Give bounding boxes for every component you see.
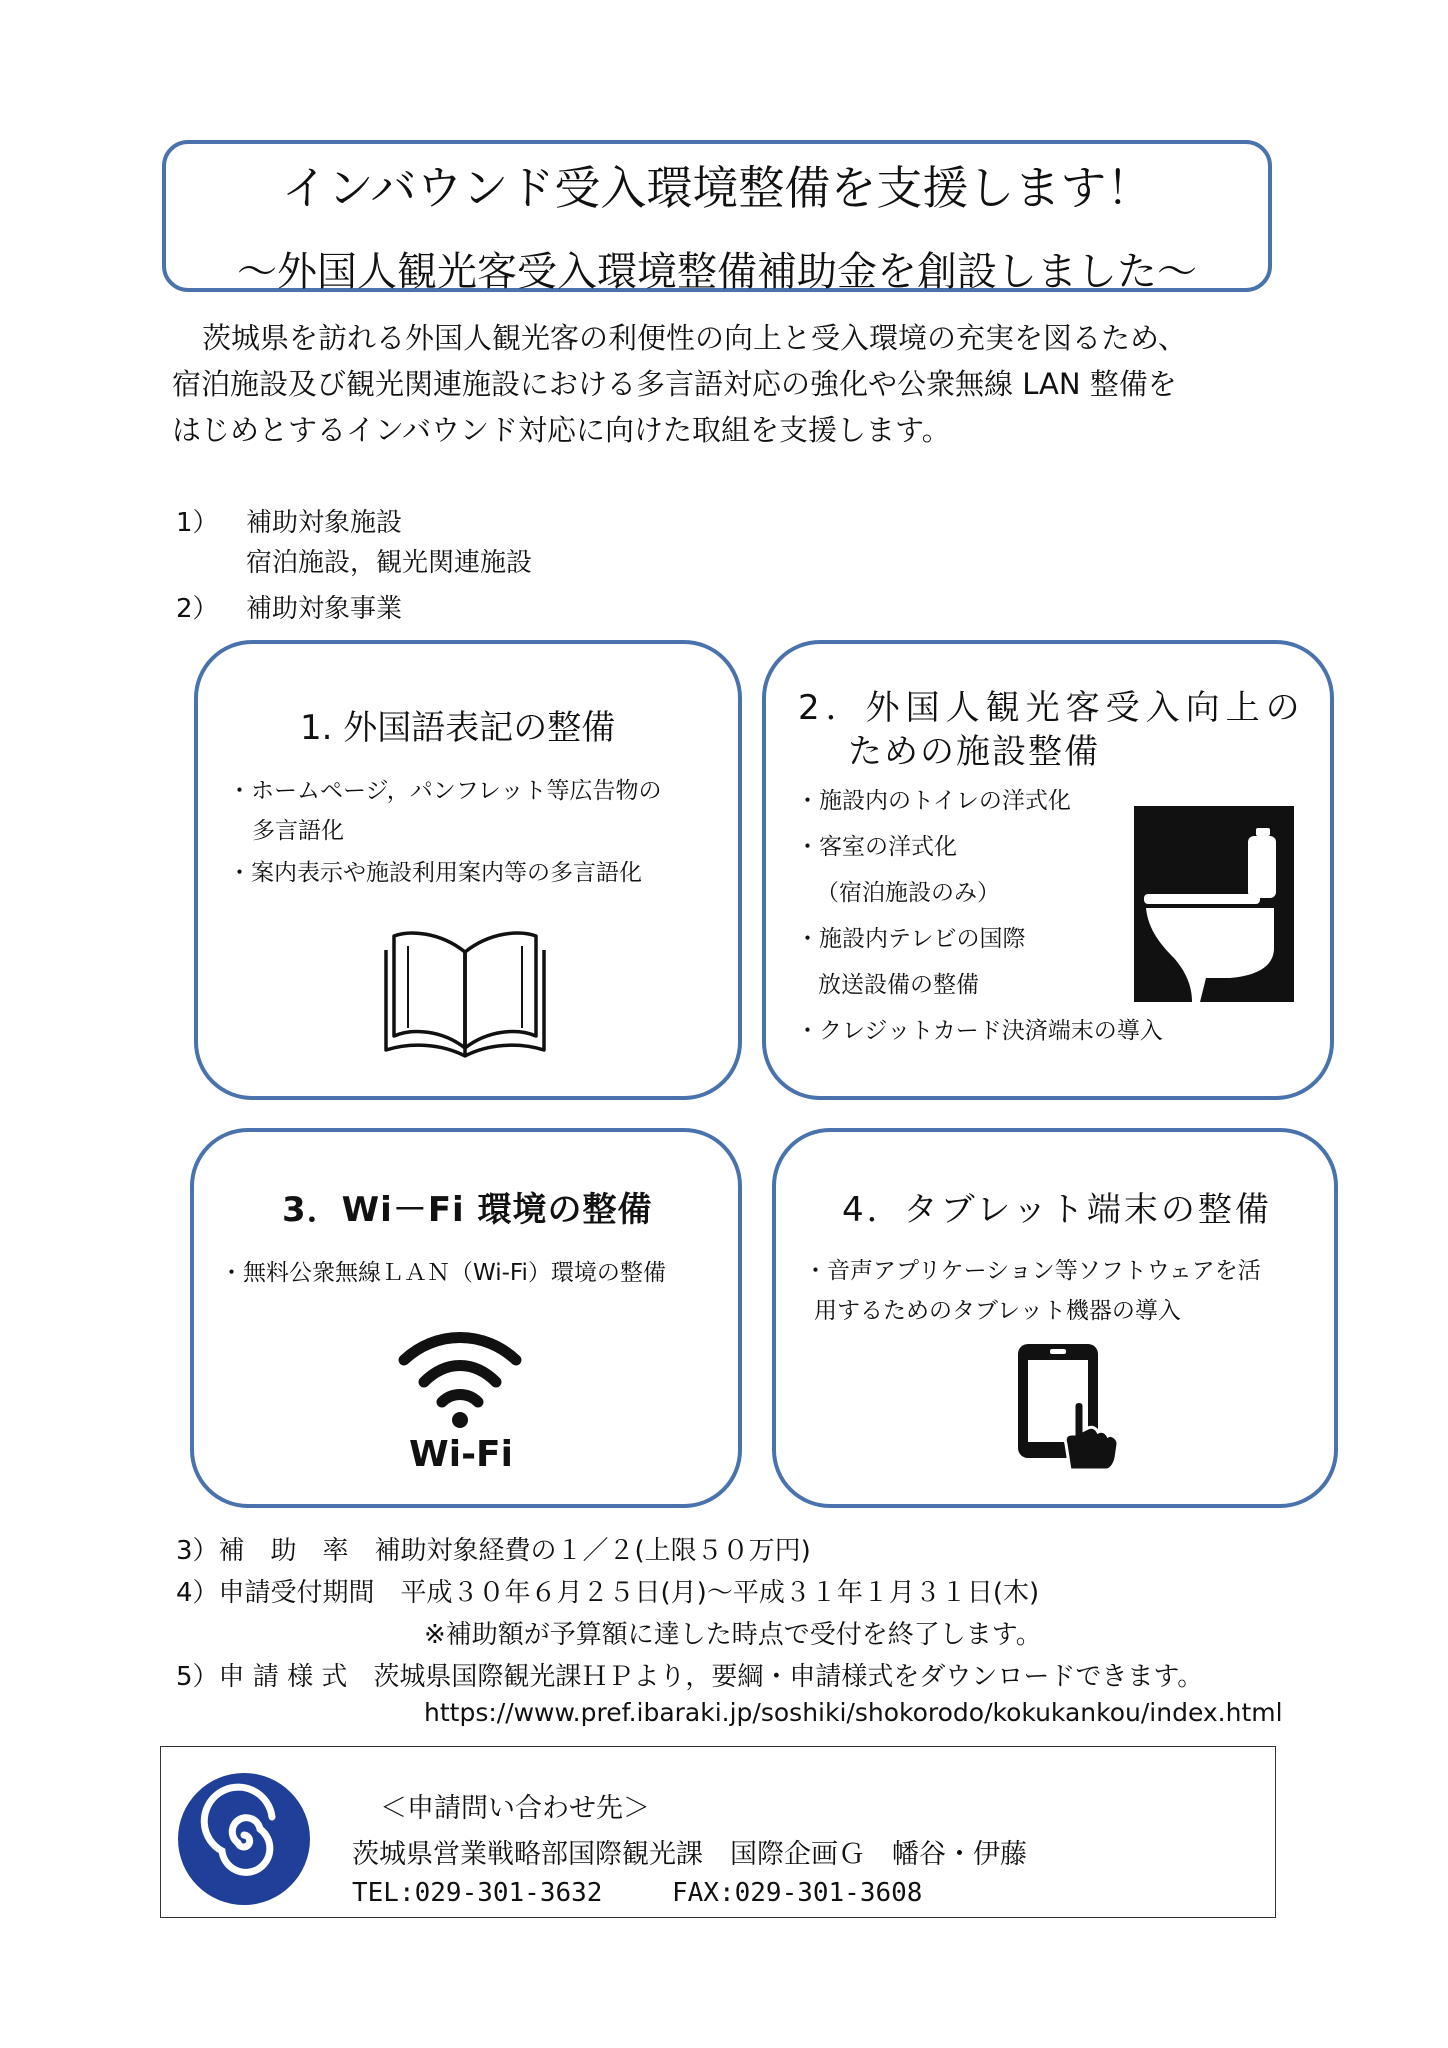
item-1-value: 宿泊施設，観光関連施設: [246, 548, 533, 578]
intro-line-3: はじめとするインバウンド対応に向けた取組を支援します。: [172, 413, 951, 447]
detail-period-note: ※補助額が予算額に達した時点で受付を終了します。: [424, 1620, 1042, 1650]
detail-application-form: 5）申 請 様 式 茨城県国際観光課ＨＰより，要綱・申請様式をダウンロードできます。: [176, 1662, 1204, 1692]
card-1-bullet-2: ・案内表示や施設利用案内等の多言語化: [228, 860, 642, 886]
card-2-bullet-3: ・施設内テレビの国際: [796, 926, 1026, 952]
page-title: インバウンド受入環境整備を支援します！: [281, 161, 1153, 215]
detail-application-period: 4）申請受付期間 平成３０年６月２５日(月)～平成３１年１月３１日(木): [176, 1578, 1040, 1608]
book-icon: [380, 924, 550, 1064]
toilet-icon: [1134, 806, 1294, 1002]
intro-line-2: 宿泊施設及び観光関連施設における多言語対応の強化や公衆無線 LAN 整備を: [172, 367, 1177, 401]
tablet-touch-icon: [1014, 1340, 1122, 1472]
contact-tel: TEL:029-301-3632: [352, 1878, 603, 1908]
item-1-label: 補助対象施設: [246, 508, 403, 538]
prefecture-logo-icon: [176, 1772, 312, 1906]
card-1-bullet-1-cont: 多言語化: [252, 818, 344, 844]
card-2-bullet-3-cont: 放送設備の整備: [818, 972, 979, 998]
contact-fax: FAX:029-301-3608: [672, 1878, 923, 1908]
card-1-bullet-1: ・ホームページ，パンフレット等広告物の: [228, 778, 662, 804]
page-subtitle: ～外国人観光客受入環境整備補助金を創設しました～: [237, 249, 1197, 295]
card-2-bullet-2: ・客室の洋式化: [796, 834, 957, 860]
item-2-label: 補助対象事業: [246, 594, 403, 624]
card-4-bullet-1-cont: 用するためのタブレット機器の導入: [814, 1298, 1181, 1324]
card-2-bullet-1: ・施設内のトイレの洋式化: [796, 788, 1071, 814]
wifi-icon-label: Wi-Fi: [409, 1434, 513, 1475]
card-2-title-line-2: ための施設整備: [848, 732, 1100, 772]
detail-subsidy-rate: 3）補 助 率 補助対象経費の１／２(上限５０万円): [176, 1536, 811, 1566]
contact-department: 茨城県営業戦略部国際観光課 国際企画Ｇ 幡谷・伊藤: [352, 1839, 1027, 1870]
card-3-title: 3．Wi－Fi 環境の整備: [282, 1190, 653, 1230]
detail-url-link[interactable]: https://www.pref.ibaraki.jp/soshiki/shokorodo/kokukankou/index.html: [424, 1698, 1283, 1727]
card-4-title: 4．タブレット端末の整備: [842, 1190, 1272, 1230]
card-1-title: 1. 外国語表記の整備: [300, 708, 616, 748]
card-3-bullet-1: ・無料公衆無線ＬＡＮ（Wi-Fi）環境の整備: [220, 1260, 666, 1286]
card-2-title-line-1: 2．外国人観光客受入向上の: [798, 688, 1306, 728]
card-2-bullet-4: ・クレジットカード決済端末の導入: [796, 1018, 1163, 1044]
wifi-icon: [396, 1326, 524, 1430]
item-1-number: 1）: [176, 508, 219, 538]
card-2-bullet-2-cont: （宿泊施設のみ）: [816, 880, 1000, 906]
contact-heading: ＜申請問い合わせ先＞: [380, 1793, 650, 1824]
intro-line-1: 茨城県を訪れる外国人観光客の利便性の向上と受入環境の充実を図るため、: [202, 321, 1187, 355]
item-2-number: 2）: [176, 594, 219, 624]
card-4-bullet-1: ・音声アプリケーション等ソフトウェアを活: [804, 1258, 1261, 1284]
